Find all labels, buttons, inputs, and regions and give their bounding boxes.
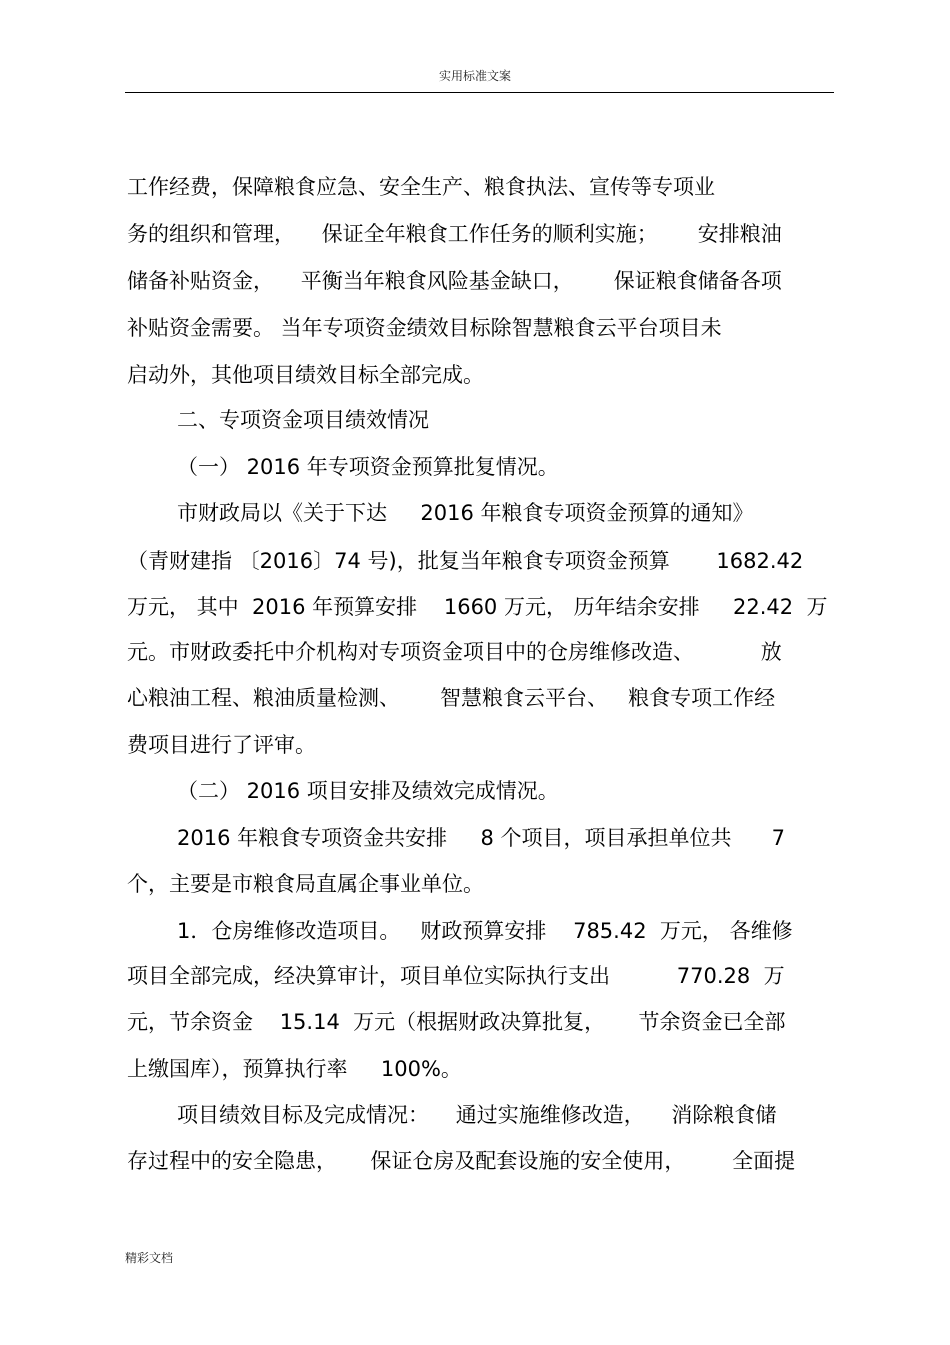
body-line: 个，主要是市粮食局直属企事业单位。 <box>127 872 484 896</box>
body-line: 补贴资金需要。 当年专项资金绩效目标除智慧粮食云平台项目未 <box>127 316 722 340</box>
page-header: 实用标准文案 <box>438 69 511 83</box>
subsection-heading: （一） 2016 年专项资金预算批复情况。 <box>177 455 559 479</box>
section-heading: 二、专项资金项目绩效情况 <box>177 408 429 432</box>
body-line: 市财政局以《关于下达 2016 年粮食专项资金预算的通知》 <box>177 501 754 525</box>
header-rule <box>125 92 834 93</box>
body-line: （青财建指 〔2016〕74 号)，批复当年粮食专项资金预算 1682.42 <box>127 549 804 573</box>
body-line: 启动外，其他项目绩效目标全部完成。 <box>127 363 484 387</box>
body-line: 务的组织和管理， 保证全年粮食工作任务的顺利实施； 安排粮油 <box>127 222 782 246</box>
body-line: 存过程中的安全隐患， 保证仓房及配套设施的安全使用， 全面提 <box>127 1149 796 1173</box>
body-line: 元，节余资金 15.14 万元（根据财政决算批复， 节余资金已全部 <box>127 1010 786 1034</box>
body-line: 万元， 其中 2016 年预算安排 1660 万元， 历年结余安排 22.42 万 <box>127 595 828 619</box>
body-line: 项目绩效目标及完成情况： 通过实施维修改造， 消除粮食储 <box>177 1103 777 1127</box>
body-line: 2016 年粮食专项资金共安排 8 个项目，项目承担单位共 7 <box>177 826 785 850</box>
body-line: 上缴国库），预算执行率 100%。 <box>127 1057 462 1081</box>
page-footer: 精彩文档 <box>125 1251 174 1265</box>
body-line: 心粮油工程、粮油质量检测、 智慧粮食云平台、 粮食专项工作经 <box>127 686 776 710</box>
subsection-heading: （二） 2016 项目安排及绩效完成情况。 <box>177 779 559 803</box>
body-line: 费项目进行了评审。 <box>127 733 316 757</box>
body-line: 1．仓房维修改造项目。 财政预算安排 785.42 万元， 各维修 <box>177 919 793 943</box>
body-line: 储备补贴资金， 平衡当年粮食风险基金缺口， 保证粮食储备各项 <box>127 269 782 293</box>
body-line: 项目全部完成，经决算审计，项目单位实际执行支出 770.28 万 <box>127 964 785 988</box>
body-line: 工作经费，保障粮食应急、安全生产、粮食执法、宣传等专项业 <box>127 175 715 199</box>
body-line: 元。市财政委托中介机构对专项资金项目中的仓房维修改造、 放 <box>127 640 782 664</box>
